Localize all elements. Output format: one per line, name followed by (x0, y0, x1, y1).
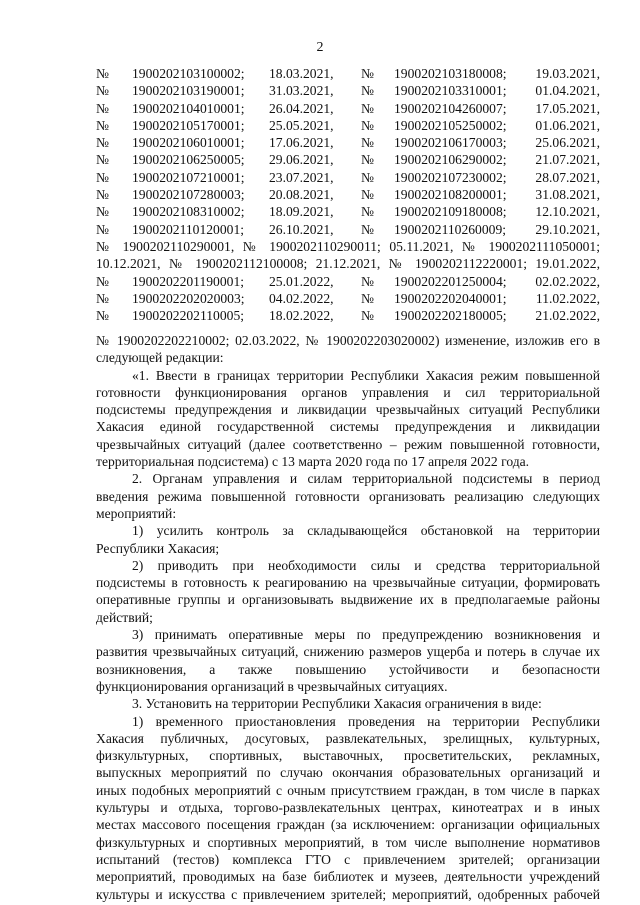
registry-line: 10.12.2021, № 1900202112100008; 21.12.2021, № 1900202112220001; 19.01.2022, (96, 256, 600, 272)
registry-cell: 1900202104010001; (132, 100, 245, 116)
registry-cell: 26.10.2021, (269, 221, 334, 237)
registry-cell: № (96, 152, 109, 168)
registry-cell: 17.05.2021, (535, 100, 600, 116)
registry-line: № 1900202110290001, № 1900202110290011; 05.11.2021, № 1900202111050001; (96, 238, 600, 254)
text-line: чрезвычайных ситуаций (далее соответственно – режим повышенной готовности, (96, 436, 600, 452)
registry-cell: 04.02.2022, (269, 290, 334, 306)
text-line: подсистемы предупреждения и ликвидации чрезвычайных ситуаций Республики (96, 402, 600, 418)
text-line: культуры и отдыха, торгово-развлекательных центрах, кинотеатрах и в иных (96, 800, 600, 816)
page-number: 2 (316, 40, 324, 55)
registry-cell: № (361, 83, 374, 99)
registry-cell: № (96, 135, 109, 151)
text-line: 2. Органам управления и силам территориальной подсистемы в период (132, 471, 600, 487)
registry-cell: 1900202108200001; (394, 187, 507, 203)
registry-row (96, 308, 600, 325)
registry-cell: № (96, 187, 109, 203)
text-line: территориальная подсистема) с 13 марта 2020 года по 17 апреля 2022 года. (96, 454, 530, 470)
registry-list (96, 66, 600, 325)
text-line: развития чрезвычайных ситуаций, снижению размеров ущерба и потерь в случае их (96, 644, 600, 660)
registry-cell: № (361, 135, 374, 151)
registry-cell: 1900202202110005; (132, 308, 245, 324)
text-line: введения режима повышенной готовности организовать реализацию следующих (96, 488, 600, 504)
registry-cell: № (96, 169, 109, 185)
registry-cell: 29.10.2021, (535, 221, 600, 237)
text-line: функционирования организаций в чрезвычайных ситуациях. (96, 678, 448, 694)
registry-cell: № (361, 273, 374, 289)
registry-cell: № (361, 66, 374, 81)
registry-cell: 26.04.2021, (269, 100, 334, 116)
registry-cell: № (96, 117, 109, 133)
registry-cell: 01.06.2021, (535, 117, 600, 133)
text-line: Хакасия публичных, досуговых, развлекательных, зрелищных, культурных, (96, 730, 600, 746)
registry-cell: 21.02.2022, (535, 308, 600, 324)
text-line: подсистемы в готовность к реагированию на чрезвычайные ситуации, формировать (96, 575, 600, 591)
registry-row (96, 170, 600, 187)
text-line: Хакасия единой государственной системы предупреждения и ликвидации (96, 419, 600, 435)
registry-cell: 29.06.2021, (269, 152, 334, 168)
registry-cell: 1900202106170003; (394, 135, 507, 151)
registry-cell: № (96, 83, 109, 99)
registry-cell: 1900202103310001; (394, 83, 507, 99)
text-line: физкультурных, спортивных, выставочных, просветительских, рекламных, (96, 748, 600, 764)
text-line: Республики Хакасия; (96, 540, 220, 556)
registry-cell: № (96, 290, 109, 306)
registry-cell: 31.08.2021, (535, 187, 600, 203)
registry-row (96, 66, 600, 83)
text-line: 3. Установить на территории Республики Хакасия ограничения в виде: (132, 696, 542, 712)
registry-cell: 1900202107230002; (394, 169, 507, 185)
registry-row (96, 204, 600, 221)
registry-cell: 17.06.2021, (269, 135, 334, 151)
registry-cell: 1900202110120001; (132, 221, 245, 237)
registry-cell: 18.02.2022, (269, 308, 334, 324)
text-line: действий; (96, 609, 153, 625)
registry-row (96, 274, 600, 291)
registry-cell: № (96, 308, 109, 324)
registry-cell: 1900202103190001; (132, 83, 245, 99)
registry-row (96, 135, 600, 152)
registry-cell: 11.02.2022, (535, 290, 600, 306)
body-text (96, 332, 600, 903)
registry-cell: № (361, 308, 374, 324)
registry-cell: № (361, 117, 374, 133)
registry-cell: 28.07.2021, (535, 169, 600, 185)
registry-cell: 1900202103100002; (132, 66, 245, 81)
registry-cell: 1900202105250002; (394, 117, 507, 133)
text-line: «1. Ввести в границах территории Республики Хакасия режим повышенной (132, 367, 600, 383)
registry-cell: 1900202106010001; (132, 135, 245, 151)
registry-cell: 1900202202040001; (394, 290, 507, 306)
registry-cell: № (96, 221, 109, 237)
registry-cell: 1900202106290002; (394, 152, 507, 168)
text-line: 1) временного приостановления проведения на территории Республики (132, 713, 600, 729)
text-line: мероприятий: (96, 505, 177, 521)
registry-cell: № (361, 169, 374, 185)
registry-cell: № (361, 187, 374, 203)
registry-cell: № (361, 152, 374, 168)
text-line: иных подобных мероприятий с очным присутствием граждан, в том числе в парках (96, 782, 600, 798)
text-line: физкультурных и спортивных мероприятий, в том числе выполнение нормативов (96, 834, 600, 850)
text-line: 1) усилить контроль за складывающейся обстановкой на территории (132, 523, 600, 539)
text-line: № 1900202202210002; 02.03.2022, № 1900202203020002) изменение, изложив его в (96, 333, 600, 348)
text-line: 3) принимать оперативные меры по предупреждению возникновения и (132, 627, 600, 643)
registry-cell: 12.10.2021, (535, 204, 600, 220)
text-line: испытаний (тестов) комплекса ГТО с привлечением зрителей; организации (96, 851, 600, 867)
registry-cell: 1900202202180005; (394, 308, 507, 324)
registry-cell: 19.03.2021, (535, 66, 600, 81)
registry-cell: 1900202109180008; (394, 204, 507, 220)
registry-cell: 31.03.2021, (269, 83, 334, 99)
registry-cell: 1900202202020003; (132, 290, 245, 306)
registry-cell: 1900202106250005; (132, 152, 245, 168)
registry-cell: 1900202103180008; (394, 66, 507, 81)
registry-row (96, 83, 600, 100)
registry-cell: № (96, 66, 109, 81)
registry-cell: 25.05.2021, (269, 117, 334, 133)
registry-row (96, 101, 600, 118)
registry-cell: 1900202104260007; (394, 100, 507, 116)
registry-cell: 1900202107210001; (132, 169, 245, 185)
registry-row (96, 291, 600, 308)
registry-cell: 01.04.2021, (535, 83, 600, 99)
registry-cell: 25.01.2022, (269, 273, 334, 289)
registry-cell: № (96, 204, 109, 220)
registry-cell: 18.03.2021, (269, 66, 334, 81)
registry-cell: 23.07.2021, (269, 169, 334, 185)
registry-cell: 18.09.2021, (269, 204, 334, 220)
registry-cell: 1900202108310002; (132, 204, 245, 220)
registry-cell: 1900202110260009; (394, 221, 507, 237)
registry-row (96, 118, 600, 135)
registry-cell: 21.07.2021, (535, 152, 600, 168)
text-line: мероприятий, проводимых на базе библиотек и музеев, деятельности учреждений (96, 869, 600, 885)
registry-row (96, 152, 600, 169)
registry-cell: 1900202107280003; (132, 187, 245, 203)
registry-cell: № (96, 100, 109, 116)
text-line: следующей редакции: (96, 350, 224, 366)
registry-cell: 1900202201190001; (132, 273, 245, 289)
registry-cell: 20.08.2021, (269, 187, 334, 203)
registry-cell: 1900202201250004; (394, 273, 507, 289)
text-line: местах массового посещения граждан (за исключением: организации официальных (96, 817, 600, 833)
text-line: оперативные группы и организовывать выдвижение их в предполагаемые районы (96, 592, 600, 608)
registry-cell: № (361, 100, 374, 116)
text-line: возникновения, а также повышению устойчивости и безопасности (96, 661, 600, 677)
registry-cell: № (361, 221, 374, 237)
registry-cell: 25.06.2021, (535, 135, 600, 151)
text-line: 2) приводить при необходимости силы и средства территориальной (132, 557, 600, 573)
text-line: культуры и искусства с привлечением зрителей; мероприятий, одобренных рабочей (96, 886, 600, 902)
registry-cell: № (361, 204, 374, 220)
text-line: готовности функционирования органов управления и сил территориальной (96, 384, 600, 400)
registry-cell: № (96, 273, 109, 289)
registry-row (96, 222, 600, 239)
text-line: выпускных мероприятий по случаю окончания образовательных организаций и (96, 765, 600, 781)
registry-cell: № (361, 290, 374, 306)
registry-row (96, 187, 600, 204)
registry-cell: 1900202105170001; (132, 117, 245, 133)
registry-cell: 02.02.2022, (535, 273, 600, 289)
